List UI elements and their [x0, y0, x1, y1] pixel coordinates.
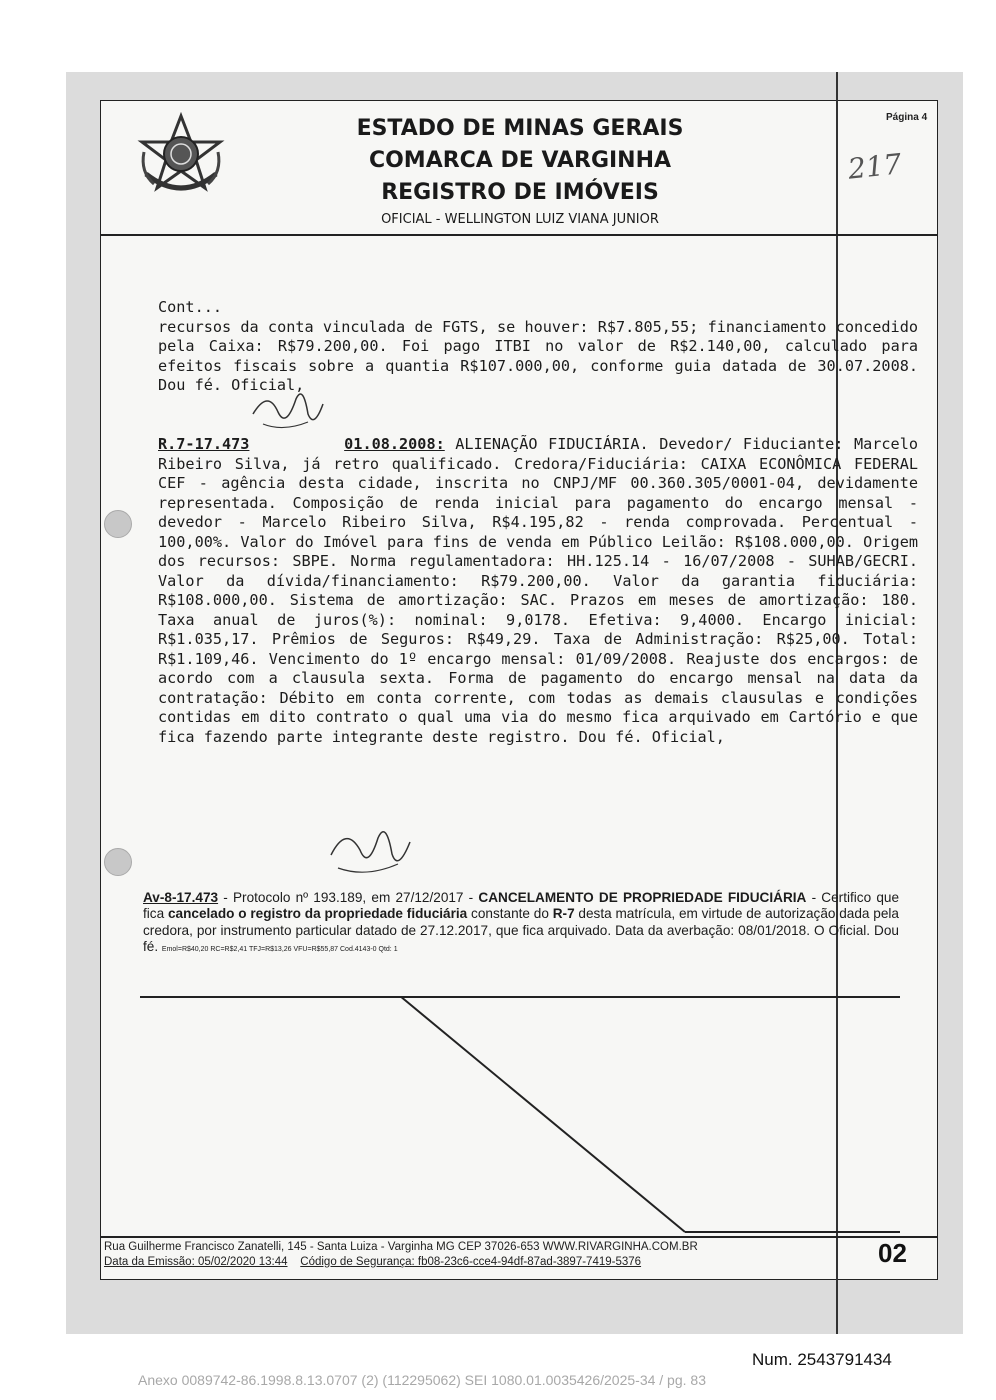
av8-rest: desta matrícula, em virtude de autorização dada pela credora, por instrumento particular datado de 27.12.2017, que fica arquivado. Data da averbação: 08/01/2018. O Oficial. Dou fé.: [143, 906, 899, 954]
av8-fees: Emol=R$40,20 RC=R$2,41 TFJ=R$13,26 VFU=R$55,87 Cod.4143-0 Qtd: 1: [161, 945, 398, 953]
annex-reference: Anexo 0089742-86.1998.8.13.0707 (2) (112295062) SEI 1080.01.0035426/2025-34 / pg. 83: [138, 1372, 706, 1388]
cont-text: recursos da conta vinculada de FGTS, se houver: R$7.805,55; financiamento concedido pela Caixa: R$79.200,00. Foi pago ITBI no valor de R$2.140,00, calculado para efeitos fiscais sobre a quantia R$107.000,00, conforme guia datada de 30.07.2008. Dou fé. Oficial,: [158, 317, 918, 394]
signature-icon: [326, 820, 416, 878]
r7-text: ALIENAÇÃO FIDUCIÁRIA. Devedor/ Fiduciante: Marcelo Ribeiro Silva, já retro qualificado. Credora/Fiduciária: CAIXA ECONÔMICA FEDERAL CEF - agência desta cidade, inscrita no CNPJ/MF 00.360.305/0001-04, devidamente representada. Composição de renda inicial para pagamento do encargo mensal - devedor - Marcelo Ribeiro Silva, R$4.195,82 - renda comprovada. Percentual - 100,00%. Valor do Imóvel para fins de venda em Público Leilão: R$108.000,00. Origem dos recursos: SBPE. Norma regulamentadora: HH.125.14 - 16/07/2008 - SUHAB/GECRI. Valor da dívida/financiamento: R$79.200,00. Valor da garantia fiduciária: R$108.000,00. Sistema de amortização: SAC. Prazos em meses de amortização: 180. Taxa anual de juros(%): nominal: 9,0178. Efetiva: 9,4000. Encargo inicial: R$1.035,17. Prêmios de Seguros: R$49,29. Taxa de Administração: R$25,00. Total: R$1.109,46. Vencimento do 1º encargo mensal: 01/09/2008. Reajuste dos encargos: de acordo com a clausula sexta. Forma de pagamento do encargo mensal na data da contratação: Débito em conta corrente, com todas as demais clausulas e condições contidas em dito contrato o qual uma via do mesmo fica arquivado em Cartório e que fica fazendo parte integrante deste registro. Dou fé. Oficial,: [158, 435, 918, 746]
r7-entry: [158, 435, 918, 747]
document-number: Num. 2543791434: [752, 1350, 892, 1369]
official-name: OFICIAL - WELLINGTON LUIZ VIANA JUNIOR: [381, 212, 659, 227]
av8-mid2: constante do: [467, 906, 553, 922]
footer-block: [104, 1240, 698, 1270]
handwritten-page-number: 217: [846, 147, 904, 186]
coat-of-arms-icon: [136, 112, 226, 202]
sheet-number: 02: [878, 1238, 907, 1268]
av8-title: CANCELAMENTO DE PROPRIEDADE FIDUCIÁRIA: [478, 890, 807, 905]
security-code: Código de Segurança: fb08-23c6-cce4-94df-87ad-3897-7419-5376: [300, 1256, 642, 1268]
continuation-block: [158, 298, 918, 396]
punch-hole-icon: [104, 510, 132, 538]
punch-hole-icon: [104, 848, 132, 876]
footer-address: Rua Guilherme Francisco Zanatelli, 145 - Santa Luiza - Varginha MG CEP 37026-653 WWW.RIVARGINHA.COM.BR: [104, 1241, 698, 1253]
emission-date: Data da Emissão: 05/02/2020 13:44: [104, 1256, 288, 1268]
signature-icon: [248, 384, 328, 434]
closing-diagonal-line: [400, 996, 900, 1236]
av8-entry: [143, 890, 899, 958]
header-divider: [100, 234, 938, 236]
cont-label: Cont...: [158, 298, 223, 316]
av8-mid1: - Certifico que fica: [143, 890, 900, 922]
av8-intro: - Protocolo nº 193.189, em 27/12/2017 -: [218, 890, 479, 905]
page-label: Página 4: [886, 112, 928, 123]
registry-title: REGISTRO DE IMÓVEIS: [381, 180, 659, 205]
state-title: ESTADO DE MINAS GERAIS: [356, 116, 684, 141]
av8-bold1: cancelado o registro da propriedade fiduciária: [167, 906, 468, 922]
r7-number: R.7-17.473: [158, 435, 250, 453]
av8-number: Av-8-17.473: [143, 890, 219, 905]
r7-date: 01.08.2008:: [344, 435, 445, 453]
av8-bold2: R-7: [552, 906, 575, 922]
footer-divider: [100, 1236, 938, 1238]
comarca-title: COMARCA DE VARGINHA: [368, 148, 672, 173]
